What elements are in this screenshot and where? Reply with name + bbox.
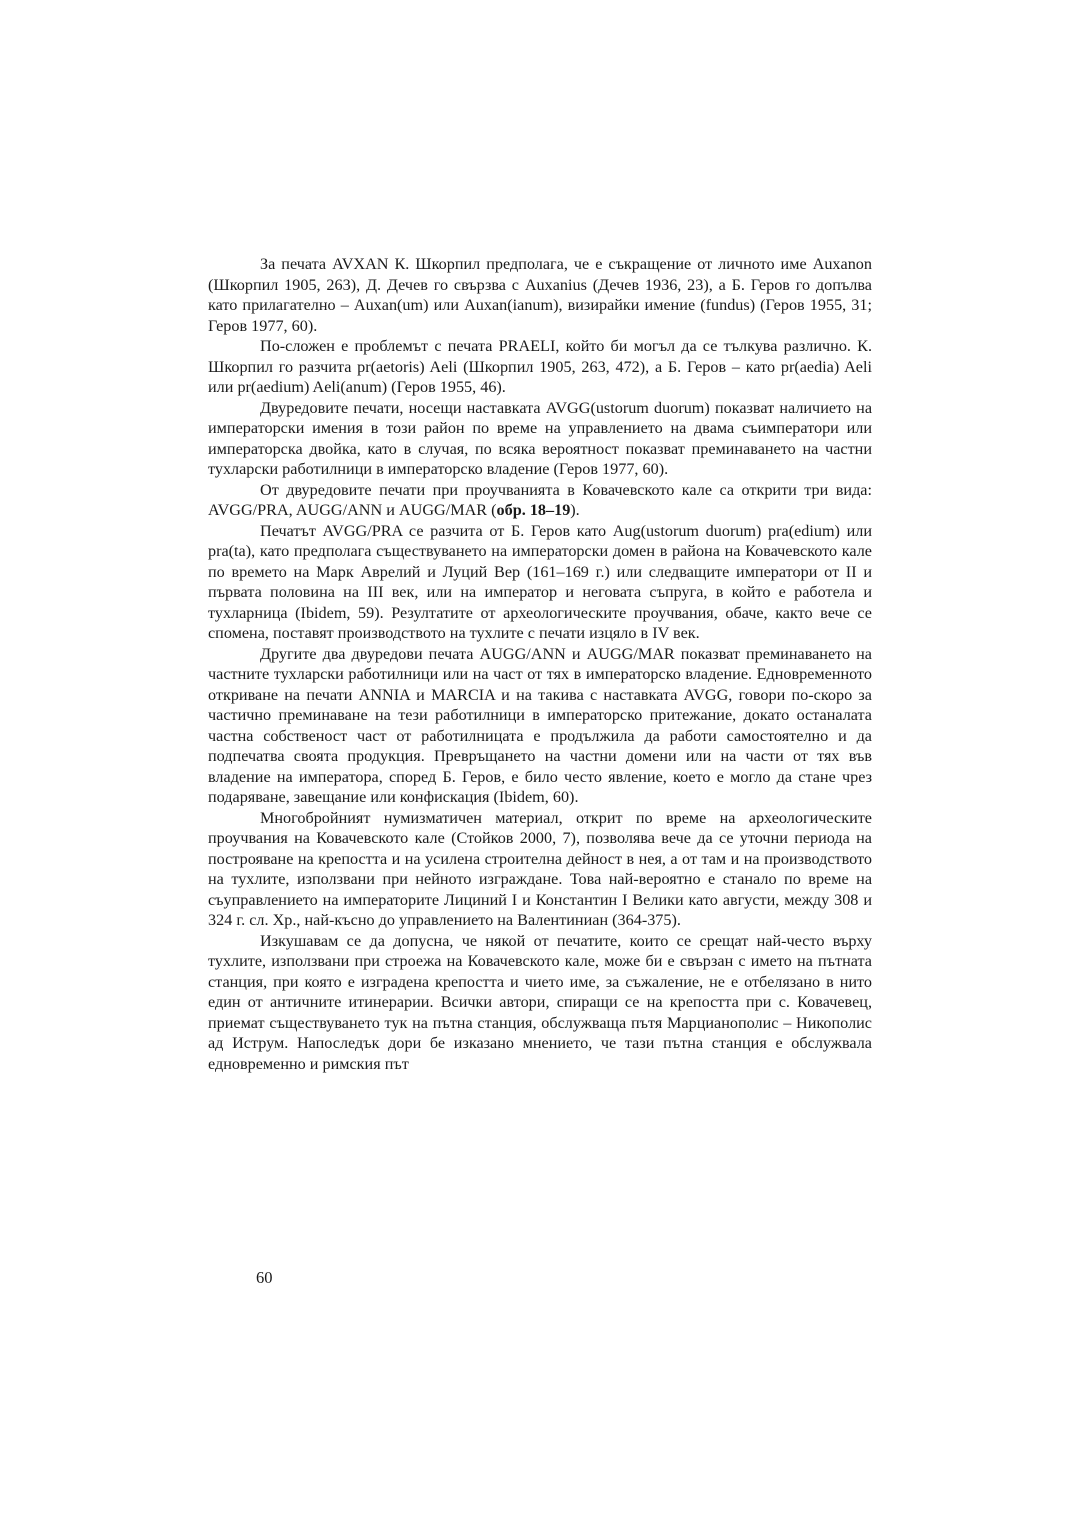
- paragraph-6: Другите два двуредови печата AUGG/ANN и AUGG/MAR показват преминаването на частните тухларски работилници или на част от тях в императорско владение. Едновременното откриване на печати ANNIA и MARCIA и на такива с наставката AVGG, говори по-скоро за частично преминаване на тези работилници в императорско притежание, докато останалата частна собственост част от работилницата е продължила да работи самостоятелно и да подпечатва своята продукция. Превръщането на частни домени или на части от тях във владение на императора, според Б. Геров, е било често явление, което е могло да стане чрез подаряване, завещание или конфискация (Ibidem, 60).: [208, 644, 872, 806]
- paragraph-7: Многобройният нумизматичен материал, открит по време на археологическите проучвания на Ковачевското кале (Стойков 2000, 7), позволява вече да се уточни периода на построяване на крепостта и на усилена строителна дейност в нея, а от там и на производството на тухлите, използвани при нейното изграждане. Това най-вероятно е станало по време на съуправлението на императорите Лициний I и Константин I Велики като августи, между 308 и 324 г. сл. Хр., най-късно до управлението на Валентиниан (364-375).: [208, 808, 872, 929]
- paragraph-1: За печата AVXAN К. Шкорпил предполага, че е съкращение от личното име Auxanon (Шкорпил 1905, 263), Д. Дечев го свързва с Auxanius (Дечев 1936, 23), а Б. Геров го допълва като прилагателно – Auxan(um) или Auxan(ianum), визирайки имение (fundus) (Геров 1955, 31; Геров 1977, 60).: [208, 255, 872, 335]
- paragraph-5: Печатът AVGG/PRA се разчита от Б. Геров като Aug(ustorum duorum) pra(edium) или pra(ta), като предполага съществуването на императорски домен в района на Ковачевското кале по времето на Марк Аврелий и Луций Вер (161–169 г.) или следващите императори от II и първата половина на III век, или на император и неговата съпруга, в който е работела и тухларница (Ibidem, 59). Резултатите от археологическите проучвания, обаче, както вече се спомена, поставят производството на тухлите с печати изцяло в IV век.: [208, 521, 872, 642]
- paragraph-4: [208, 480, 872, 521]
- figure-reference: обр. 18–19: [496, 501, 571, 519]
- paragraph-4-text-before: От двуредовите печати при проучванията в Ковачевското кале са открити три вида: AVGG/PRA, AUGG/ANN и AUGG/MAR (: [208, 480, 872, 519]
- paragraph-8: Изкушавам се да допусна, че някой от печатите, които се срещат най-често върху тухлите, използвани при строежа на Ковачевското кале, може би е свързан с името на пътната станция, при която е изградена крепостта и чието име, за съжаление, не е отбелязано в нито един от античните итинерарии. Всички автори, спиращи се на крепостта при с. Ковачевец, приемат съществуването тук на пътна станция, обслужваща пътя Марцианополис – Никополис ад Иструм. Напоследък дори бе изказано мнението, че тази пътна станция е обслужвала едновременно и римския път: [208, 931, 872, 1073]
- page-number: 60: [256, 1268, 273, 1287]
- paragraph-4-text-after: ).: [570, 501, 580, 519]
- page-body: [208, 254, 872, 1074]
- paragraph-2: По-сложен е проблемът с печата PRAELI, който би могъл да се тълкува различно. К. Шкорпил го разчита pr(aetoris) Aeli (Шкорпил 1905, 263, 472), а Б. Геров – като pr(aedia) Aeli или pr(aedium) Aeli(anum) (Геров 1955, 46).: [208, 337, 872, 396]
- paragraph-3: Двуредовите печати, носещи наставката AVGG(ustorum duorum) показват наличието на императорски имения в този район по време на управлението на двама съимператори или императорска двойка, като в случая, по всяка вероятност показват преминаването на частни тухларски работилници в императорско владение (Геров 1977, 60).: [208, 398, 872, 478]
